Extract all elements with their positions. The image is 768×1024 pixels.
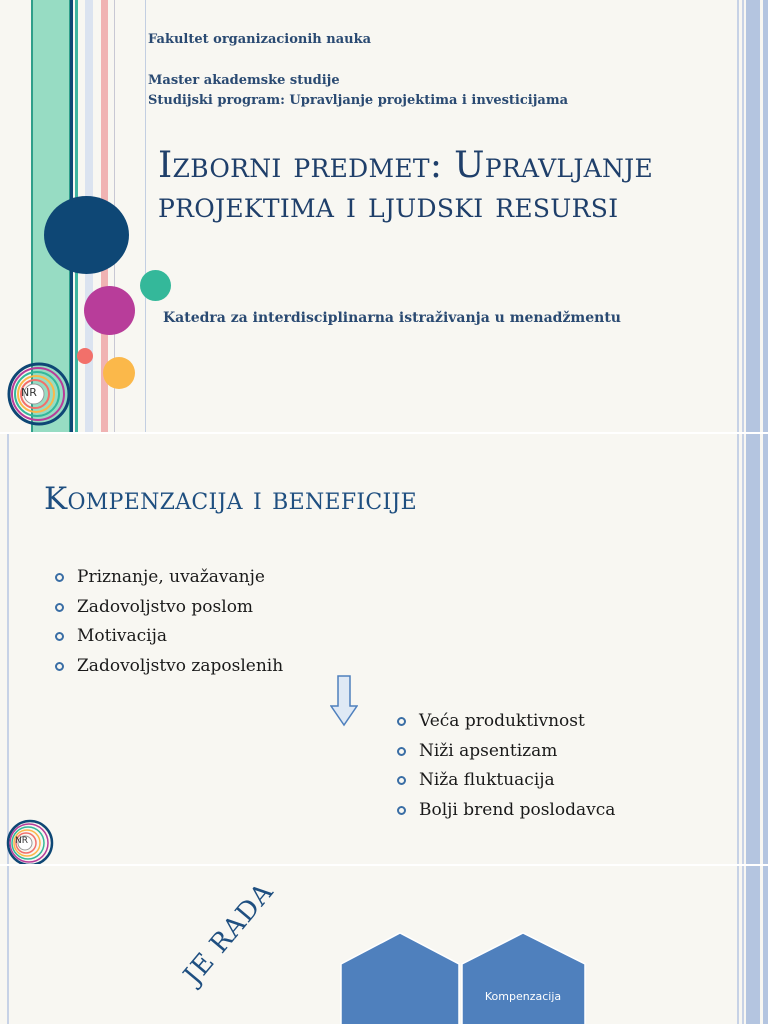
hexagon-diagram xyxy=(0,866,768,1024)
list-item: Niža fluktuacija xyxy=(397,766,615,796)
bullet-ring-icon xyxy=(397,806,406,815)
decor-right-stripe-3 xyxy=(746,434,760,864)
hexagon-left xyxy=(341,933,459,1024)
list-item: Veća produktivnost xyxy=(397,707,615,737)
decor-right-stripe-2 xyxy=(742,434,744,864)
decor-right-stripe-2 xyxy=(742,0,744,432)
decor-right-stripe-4 xyxy=(763,434,768,864)
decor-circle-teal xyxy=(140,270,171,301)
title-slide xyxy=(0,0,768,432)
bullet-ring-icon xyxy=(55,632,64,641)
bullet-ring-icon xyxy=(55,573,64,582)
compensation-slide xyxy=(0,434,768,864)
decor-circle-navy xyxy=(44,196,129,274)
study-level: Master akademske studije xyxy=(148,73,340,88)
bullet-ring-icon xyxy=(55,662,64,671)
list-item: Bolji brend poslodavca xyxy=(397,796,615,826)
list-item: Priznanje, uvažavanje xyxy=(55,563,283,593)
hexagon-right xyxy=(462,933,585,1024)
decor-stripe-thin xyxy=(145,0,146,432)
department-name: Katedra za interdisciplinarna istraživanja u menadžmentu xyxy=(163,310,621,326)
slide-title-line2: projektima i ljudski resursi xyxy=(158,185,619,226)
list-item: Zadovoljstvo zaposlenih xyxy=(55,652,283,682)
logo-text: NR xyxy=(15,836,28,846)
list-item: Motivacija xyxy=(55,622,283,652)
bullet-ring-icon xyxy=(397,776,406,785)
down-arrow-icon xyxy=(330,675,358,727)
bullet-ring-icon xyxy=(397,717,406,726)
decor-circle-magenta xyxy=(84,286,135,335)
institution-logo xyxy=(7,362,71,426)
diagram-slide xyxy=(0,866,768,1024)
list-item: Niži apsentizam xyxy=(397,737,615,767)
decor-right-stripe-1 xyxy=(737,434,739,864)
bullet-ring-icon xyxy=(397,747,406,756)
study-program: Studijski program: Upravljanje projektima i investicijama xyxy=(148,93,569,108)
decor-right-stripe-4 xyxy=(763,0,768,432)
bullet-ring-icon xyxy=(55,603,64,612)
institution-logo xyxy=(6,819,54,864)
decor-circle-orange xyxy=(103,357,135,389)
decor-right-stripe-3 xyxy=(746,0,760,432)
slide-title xyxy=(158,145,718,227)
decor-right-stripe-1 xyxy=(737,0,739,432)
hexagon-right-label: Kompenzacija xyxy=(484,990,562,1003)
right-bullet-list xyxy=(397,707,615,825)
left-bullet-list xyxy=(55,563,283,681)
decor-circle-salmon xyxy=(77,348,93,364)
faculty-name: Fakultet organizacionih nauka xyxy=(148,32,372,47)
rotated-heading: JE RADA xyxy=(178,877,280,991)
slide-title-line1: Izborni predmet: Upravljanje xyxy=(158,145,654,186)
slide-title: Kompenzacija i beneficije xyxy=(44,481,418,517)
list-item: Zadovoljstvo poslom xyxy=(55,593,283,623)
logo-text: NR xyxy=(21,386,37,399)
decor-left-line xyxy=(7,434,9,864)
